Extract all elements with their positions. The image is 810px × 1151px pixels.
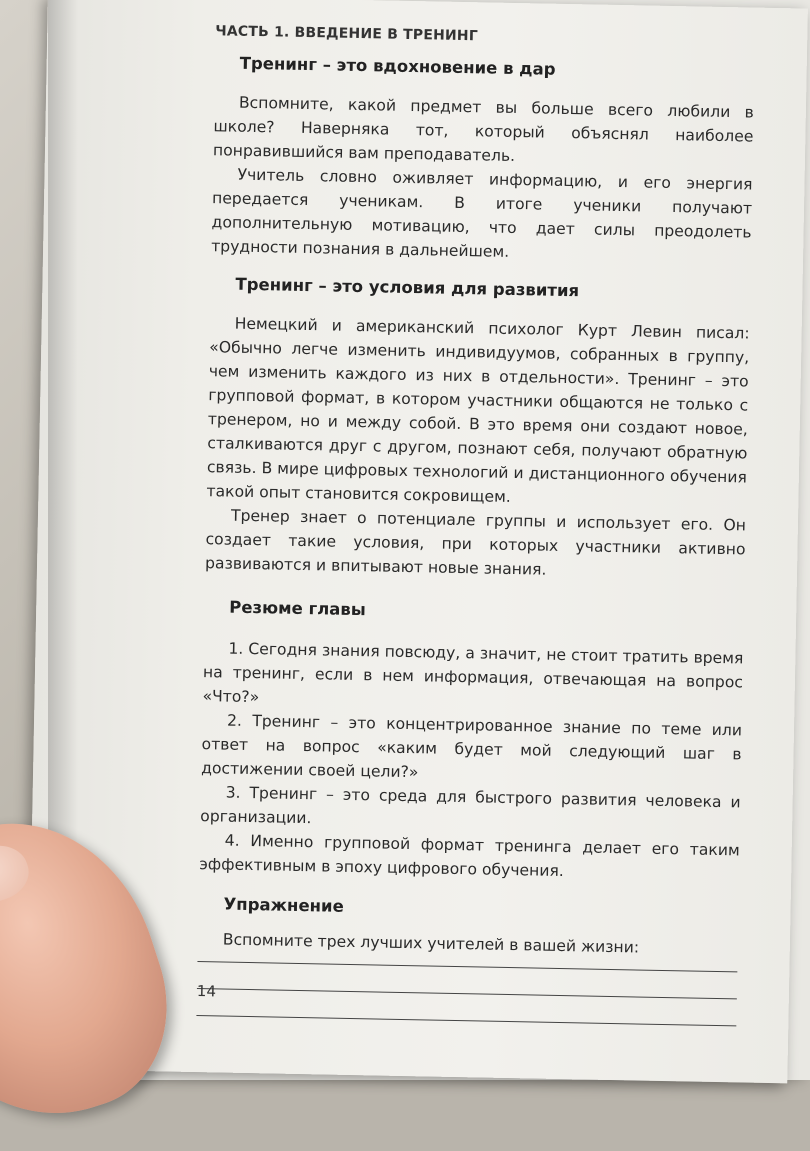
summary-item: 4. Именно групповой формат тренинга делает его таким эффективным в эпоху цифрового обучения. xyxy=(199,831,740,881)
section-heading-conditions: Тренинг – это условия для развития xyxy=(235,274,580,301)
paragraph: Учитель словно оживляет информацию, и его энергия передается ученикам. В итоге ученики получают дополнительную мотивацию, что дает силы преодолеть трудности познания в дальнейшем. xyxy=(211,165,753,261)
section-heading-exercise: Упражнение xyxy=(223,894,344,916)
answer-line[interactable] xyxy=(197,988,737,999)
answer-lines xyxy=(196,961,737,1026)
paragraph: Тренер знает о потенциале группы и использует его. Он создает такие условия, при которых участники активно развиваются и впитывают новые знания. xyxy=(204,506,747,579)
page-content xyxy=(196,23,755,1052)
exercise-prompt: Вспомните трех лучших учителей в вашей жизни: xyxy=(222,930,640,957)
summary-item: 1. Сегодня знания повсюду, а значит, не стоит тратить время на тренинг, если в нем информация, отвечающая на вопрос «Что?» xyxy=(202,639,744,707)
summary-item: 2. Тренинг – это концентрированное знание по теме или ответ на вопрос «каким будет мой следующий шаг в достижении своей цели?» xyxy=(200,711,743,782)
paragraph: Вспомните, какой предмет вы больше всего любили в школе? Наверняка тот, который объяснял наиболее понравившийся вам преподаватель. xyxy=(212,93,755,165)
summary-item: 3. Тренинг – это среда для быстрого развития человека и организации. xyxy=(200,783,741,828)
answer-line[interactable] xyxy=(197,961,737,972)
running-head: ЧАСТЬ 1. ВВЕДЕНИЕ В ТРЕНИНГ xyxy=(215,23,479,45)
paragraph: Немецкий и американский психолог Курт Левин писал: «Обычно легче изменить индивидуумов, собранных в группу, чем изменить каждого из них в отдельности». Тренинг – это групповой формат, в котором участники общаются не только с тренером, но и между собой. В это время они создают новое, сталкиваются друг с другом, познают себя, получают обратную связь. В мире цифровых технологий и дистанционного обучения такой опыт становится сокровищем. xyxy=(206,314,750,506)
answer-line[interactable] xyxy=(196,1015,736,1026)
section-heading-inspiration: Тренинг – это вдохновение в дар xyxy=(239,53,556,79)
page-number: 14 xyxy=(196,982,217,1001)
thumbnail-highlight xyxy=(0,837,35,911)
section-heading-summary: Резюме главы xyxy=(229,597,366,620)
